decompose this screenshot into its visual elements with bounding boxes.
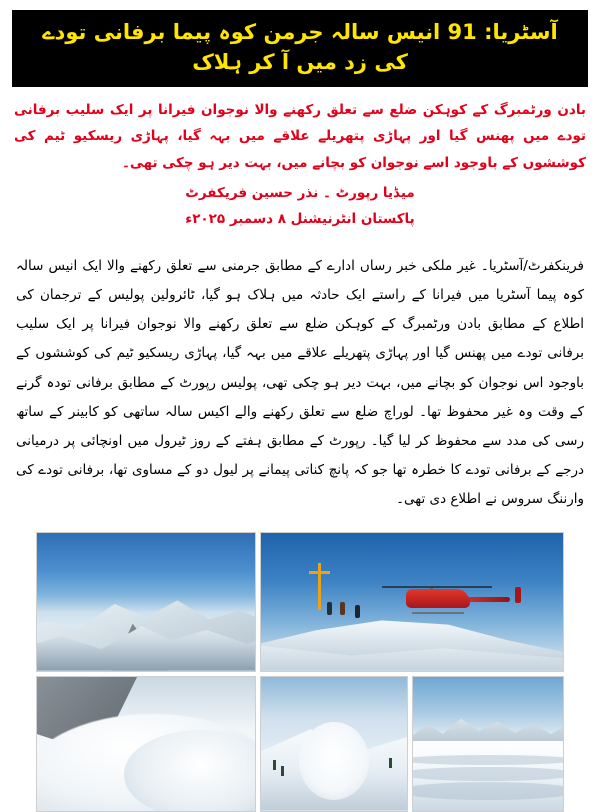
snow-plume: [299, 722, 369, 800]
photo-small-snow-slide-on-slope: [260, 676, 408, 812]
article-page: [0, 10, 600, 727]
publication-dateline: پاکستان انٹرنیشنل ۸ دسمبر ۲۰۲۵ء: [185, 211, 415, 228]
tree-icon: [273, 760, 276, 770]
helicopter-body: [406, 589, 470, 608]
helicopter-tail-fin: [515, 587, 521, 603]
intro-paragraph: بادن ورٹمبرگ کے کوہکن ضلع سے تعلق رکھنے والا نوجوان فیرانا پر ایک سلیب برفانی تودے میں پھنس گیا اور پہاڑی پتھریلے علاقے میں بہہ گیا، پہاڑی ریسکیو ٹیم کی کوششوں کے باوجود اسے نوجوان کو بچانے میں، بہت دیر ہو چکی تھی۔: [14, 101, 586, 171]
photo-helicopter-rescue-at-summit-cross: [260, 532, 564, 672]
photo-pair-row: [260, 676, 564, 812]
headline-banner: [12, 10, 588, 87]
tree-icon: [281, 766, 284, 776]
rescuer-figure: [340, 602, 345, 615]
rescuer-figure: [355, 605, 360, 618]
photo-wide-snow-field-with-mountains: [412, 676, 564, 812]
snow-ripple: [412, 782, 564, 800]
article-body: [16, 252, 584, 513]
rescuer-figure: [327, 602, 332, 615]
photo-avalanche-powder-cloud: [36, 676, 256, 812]
snow-ripple: [412, 767, 564, 781]
photo-snow-covered-mountain-peak: [36, 532, 256, 672]
media-credit: میڈیا رپورٹ ۔ نذر حسین فریکفرٹ: [185, 184, 415, 201]
tree-icon: [389, 758, 392, 768]
image-collage: [36, 532, 564, 812]
helicopter-tail-boom: [466, 597, 510, 602]
helicopter-skid: [412, 612, 464, 614]
body-paragraph: فرینکفرٹ/آسٹریا۔ غیر ملکی خبر رساں ادارے کے مطابق جرمنی سے تعلق رکھنے والا ایک انیس سالہ کوہ پیما آسٹریا میں فیرانا کے راستے ایک حادثہ میں ہلاک ہو گیا، ٹائرولین پولیس کے ترجمان کی اطلاع کے مطابق بادن ورٹمبرگ کے کوہکن ضلع سے تعلق رکھنے والا نوجوان فیرانا پر ایک سلیب برفانی تودے میں پھنس گیا اور پہاڑی پتھریلے علاقے میں بہہ گیا، پہاڑی ریسکیو ٹیم کی کوششوں کے باوجود اس نوجوان کو بچانے میں، بہت دیر ہو چکی تھی، پولیس رپورٹ کے مطابق برفانی تودہ گرنے کے وقت وہ غیر محفوظ تھا۔ لوراچ ضلع سے تعلق رکھنے والے اکیس سالہ ساتھی کو کابینر کے ساتھ رسی کی مدد سے محفوظ کر لیا گیا۔ رپورٹ کے مطابق ہفتے کے روز ٹیرول میں اونچائی پر درمیانی درجے کے برفانی تودے کا خطرہ تھا جو کہ پانچ کناتی پیمانے پر لیول دو کے مساوی تھا، برفانی تودے کی وارننگ سروس نے اطلاع دی تھی۔: [16, 258, 584, 507]
helicopter-rotor: [382, 586, 492, 588]
summit-cross-icon: [318, 563, 321, 610]
intro-summary: [14, 97, 586, 233]
snow-ripple: [412, 755, 564, 765]
page-title: آسٹریا: 19 انیس سالہ جرمن کوہ پیما برفانی تودے کی زد میں آ کر ہلاک: [42, 20, 558, 75]
